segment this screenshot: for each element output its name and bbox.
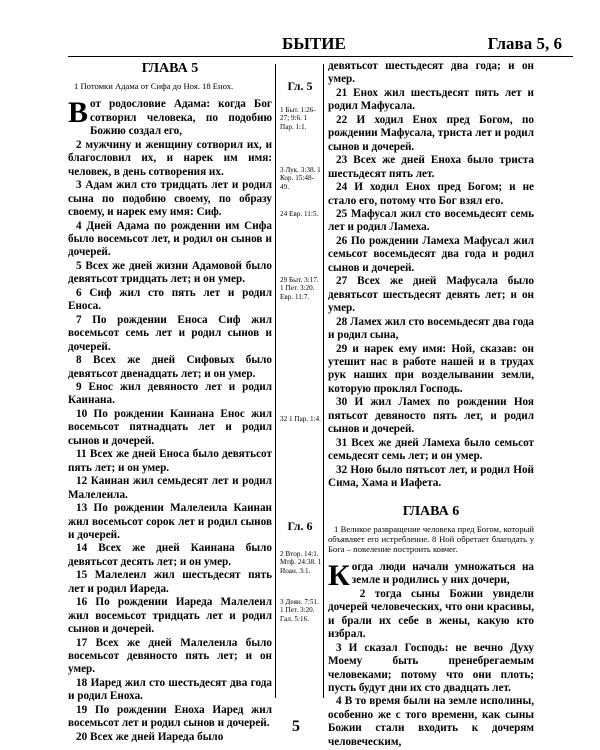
verse-number: 28: [336, 315, 351, 328]
verse-text: Мафусал жил сто восемьдесят семь лет и родил Ламеха.: [328, 207, 534, 234]
cross-reference-text: Евр. 11:5.: [288, 210, 319, 218]
reference-heading-chapter-5: Гл. 5: [287, 79, 313, 93]
verse: [68, 220, 272, 260]
verse-text: Ною было пятьсот лет, и родил Ной Сима, Хама и Иафета.: [328, 463, 534, 490]
verse: [328, 695, 534, 749]
chapter-summary: 1 Великое развращение человека пред Богом, который объявляет его истребление. 8 Ной обретает благодать у Бога – повеление построить ковчег.: [328, 523, 534, 554]
verse: [328, 316, 534, 343]
verse: [68, 569, 272, 596]
verse-number: 31: [336, 436, 352, 449]
verse: [328, 181, 534, 208]
verse-text: По рождении Ламеха Мафусал жил семьсот восемьдесят два года и родил сынов и дочерей.: [328, 234, 534, 274]
verse-number: 9: [76, 380, 89, 393]
verse-continuation: девятьсот шестьдесят два года; и он умер.: [328, 60, 534, 86]
verse-number: 15: [76, 569, 95, 582]
verse: [68, 448, 272, 475]
verse-number: 10: [76, 407, 94, 420]
verse: [68, 502, 272, 542]
verse: [68, 98, 272, 138]
cross-reference: [280, 166, 322, 191]
verse: [328, 275, 534, 315]
verse-number: 32: [336, 463, 351, 476]
verse: [328, 558, 534, 592]
page-number: 5: [292, 718, 300, 735]
verse: [328, 114, 534, 154]
verse-text: Всех же дней Малелеила было восемьсот девяносто пять лет; и он умер.: [68, 636, 272, 676]
verse-text: По рождении Еноса Сиф жил восемьсот семь лет и родил сынов и дочерей.: [68, 313, 272, 353]
verse-number: 4: [76, 219, 87, 232]
verse-text: Енох жил шестьдесят пять лет и родил Мафусала.: [328, 86, 534, 113]
cross-reference-verse: 2: [280, 550, 286, 558]
left-text-column: [68, 60, 272, 744]
chapter-range: Глава 5, 6: [487, 34, 562, 53]
verse: [68, 314, 272, 354]
verse-number: 8: [76, 354, 93, 367]
cross-reference: [280, 276, 322, 301]
verse-number: 30: [336, 396, 355, 409]
verse: [68, 677, 272, 704]
cross-reference: [280, 550, 322, 575]
verse: [328, 437, 534, 464]
verse-text: тогда сыны Божии увидели дочерей человеческих, что они красивы, и брали их себе в жены, какую кто избрал.: [328, 587, 535, 641]
verse-text: И ходил Енох пред Богом; и не стало его, потому что Бог взял его.: [328, 181, 535, 207]
verse-text: Сиф жил сто пять лет и родил Еноса.: [68, 286, 272, 313]
verse-text: Всех же дней Иареда было: [89, 730, 224, 743]
verse: [68, 287, 272, 314]
cross-reference-text: Быт. 1:26-27; 9:6. 1 Пар. 1:1.: [280, 106, 316, 131]
verse-number: 2: [359, 587, 375, 600]
verse-text: Всех же дней Каинана было девятьсот десять лет; и он умер.: [68, 542, 273, 568]
verse-number: 13: [76, 502, 94, 515]
cross-reference-text: Втор. 14:1. Мтф. 24:38. 1 Иоан. 3:1.: [280, 550, 322, 575]
verse-number: 7: [76, 313, 93, 326]
verse-text: Дней Адама по рождении им Сифа было восемьсот лет, и родил он сынов и дочерей.: [68, 219, 273, 259]
verse-text: По рождении Иареда Малелеил жил восемьсот тридцать лет и родил сынов и дочерей.: [68, 596, 272, 636]
verse-number: 3: [336, 641, 349, 654]
verse: [328, 464, 534, 491]
cross-reference-text: Быт. 3:17. 1 Пет. 3:20. Евр. 11:7.: [280, 276, 319, 301]
verse-number: 23: [336, 154, 354, 167]
right-text-column: [328, 60, 534, 749]
verse-number: 20: [76, 730, 90, 743]
cross-reference: [280, 415, 322, 423]
verse-text: Ламех жил сто восемьдесят два года и родил сына,: [328, 315, 535, 342]
chapter-summary: 1 Потомки Адама от Сифа до Ноя. 18 Енох.: [74, 81, 234, 92]
verse-text: огда люди начали умножаться на земле и родились у них дочери,: [351, 560, 534, 587]
verse-number: 5: [76, 259, 86, 272]
verse-text: Енос жил девяносто лет и родил Каинана.: [68, 380, 272, 407]
verse-text: Всех же дней Мафусала было девятьсот шестьдесят девять лет; и он умер.: [328, 275, 535, 315]
verse-number: 17: [76, 636, 96, 649]
verse-number: 2: [76, 138, 86, 151]
verse: [68, 542, 272, 569]
verse-number: 29: [336, 342, 353, 355]
verse-text: Иаред жил сто шестьдесят два года и родил Еноха.: [68, 676, 272, 703]
verse-text: Адам жил сто тридцать лет и родил сына по подобию своему, по образу своему, и нарек ему имя: Сиф.: [68, 179, 273, 219]
verse: [68, 475, 272, 502]
verse: [68, 139, 272, 179]
header-rule: [68, 56, 573, 57]
cross-reference-verse: 24: [280, 210, 289, 218]
verse-number: 14: [76, 542, 99, 555]
verse: [68, 408, 272, 448]
verse-text: Всех же дней Еноса было девятьсот пять лет; и он умер.: [68, 448, 272, 474]
reference-heading-chapter-6: Гл. 6: [287, 519, 313, 533]
column-divider-right: [323, 64, 324, 698]
book-title: БЫТИЕ: [282, 34, 346, 53]
verse-text: По рождении Каинана Енос жил восемьсот пятнадцать лет и родил сынов и дочерей.: [68, 407, 273, 447]
verse-text: По рождении Малелеила Каинан жил восемьсот сорок лет и родил сынов и дочерей.: [68, 502, 272, 541]
cross-reference-text: 1 Пар. 1:4.: [288, 415, 321, 423]
verse-number: 18: [76, 676, 91, 689]
verse-text: В то время были на земле исполины, особенно же с того времени, как сыны Божии стали входить к дочерям человеческим,: [328, 695, 535, 748]
verse-number: 16: [76, 596, 96, 609]
verse-number: 3: [76, 179, 86, 192]
verse-text: Малелеил жил шестьдесят пять лет и родил Иареда.: [68, 569, 273, 595]
verse-text: Всех же дней Ламеха было семьсот семьдесят семь лет; и он умер.: [328, 436, 535, 463]
verse-number: 27: [336, 275, 358, 288]
verse-text: Каинан жил семьдесят лет и родил Малелеила.: [68, 475, 272, 501]
verse-number: 21: [336, 86, 354, 99]
verse-text: По рождении Еноха Иаред жил восемьсот лет и родил сынов и дочерей.: [68, 703, 273, 730]
verse-number: 26: [336, 234, 351, 247]
verse-number: 22: [336, 113, 357, 126]
verse-text: И ходил Енох пред Богом, по рождении Мафусала, триста лет и родил сынов и дочерей.: [328, 113, 534, 153]
verse: [328, 588, 534, 642]
verse: [328, 642, 534, 696]
verse: [328, 208, 534, 235]
verse-number: 19: [76, 703, 95, 716]
column-divider-left: [275, 64, 276, 698]
verse: [68, 731, 272, 744]
verse: [68, 260, 272, 287]
verse-number: 25: [336, 207, 351, 220]
verse-number: 6: [76, 286, 90, 299]
cross-reference: [280, 106, 322, 131]
verse-text: Всех же дней Сифовых было девятьсот двенадцать лет; и он умер.: [68, 354, 273, 380]
verse-text: и нарек ему имя: Ной, сказав: он утешит нас в работе нашей и в трудах рук наших при возделывании земли, которую проклял Господь.: [328, 342, 534, 395]
cross-reference-verse: 29: [280, 276, 289, 284]
verse-number: 4: [336, 695, 345, 708]
cross-reference-verse: 1: [280, 106, 286, 114]
drop-cap-letter: В: [68, 96, 89, 130]
chapter-heading: ГЛАВА 6: [402, 503, 460, 519]
chapter-heading: ГЛАВА 5: [141, 61, 199, 76]
page-header: [0, 34, 600, 54]
verse: [68, 179, 272, 219]
verse: [328, 396, 534, 436]
cross-reference: [280, 210, 322, 218]
verse-text: мужчину и женщину сотворил их, и благословил их, и нарек им имя: человек, в день сотворения их.: [68, 138, 273, 178]
verse: [68, 637, 272, 677]
drop-cap-letter: К: [328, 558, 350, 592]
verse-text: И жил Ламех по рождении Ноя пятьсот девяносто пять лет, и родил сынов и дочерей.: [328, 396, 534, 436]
verse-number: 24: [336, 181, 355, 194]
cross-reference-text: Лук. 3:38. 1 Кор. 15:48-49.: [280, 166, 321, 191]
verse: [68, 596, 272, 636]
verse-text: И сказал Господь: не вечно Духу Моему быть пренебрегаемым человеками; потому что они плоть; пусть будут дни их сто двадцать лет.: [328, 641, 534, 695]
cross-reference: [280, 598, 322, 623]
cross-reference-verse: 32: [280, 415, 289, 423]
verse: [328, 343, 534, 397]
verse: [68, 354, 272, 381]
cross-reference-verse: 3: [280, 598, 286, 606]
cross-reference-text: Деян. 7:51. 1 Пет. 3:20. Гал. 5:16.: [280, 598, 319, 623]
verse: [328, 87, 534, 114]
cross-reference-verse: 3: [280, 166, 286, 174]
verse: [68, 704, 272, 731]
verse-number: 12: [76, 475, 91, 488]
verse: [68, 381, 272, 408]
verse-text: от родословие Адама: когда Бог сотворил человека, по подобию Божию создал его,: [90, 98, 272, 138]
verse: [328, 235, 534, 275]
verse-number: 11: [76, 448, 90, 461]
verse-text: Всех же дней жизни Адамовой было девятьсот тридцать лет; и он умер.: [68, 259, 272, 286]
verse: [328, 154, 534, 181]
verse-text: Всех же дней Еноха было триста шестьдесят пять лет.: [328, 154, 534, 180]
